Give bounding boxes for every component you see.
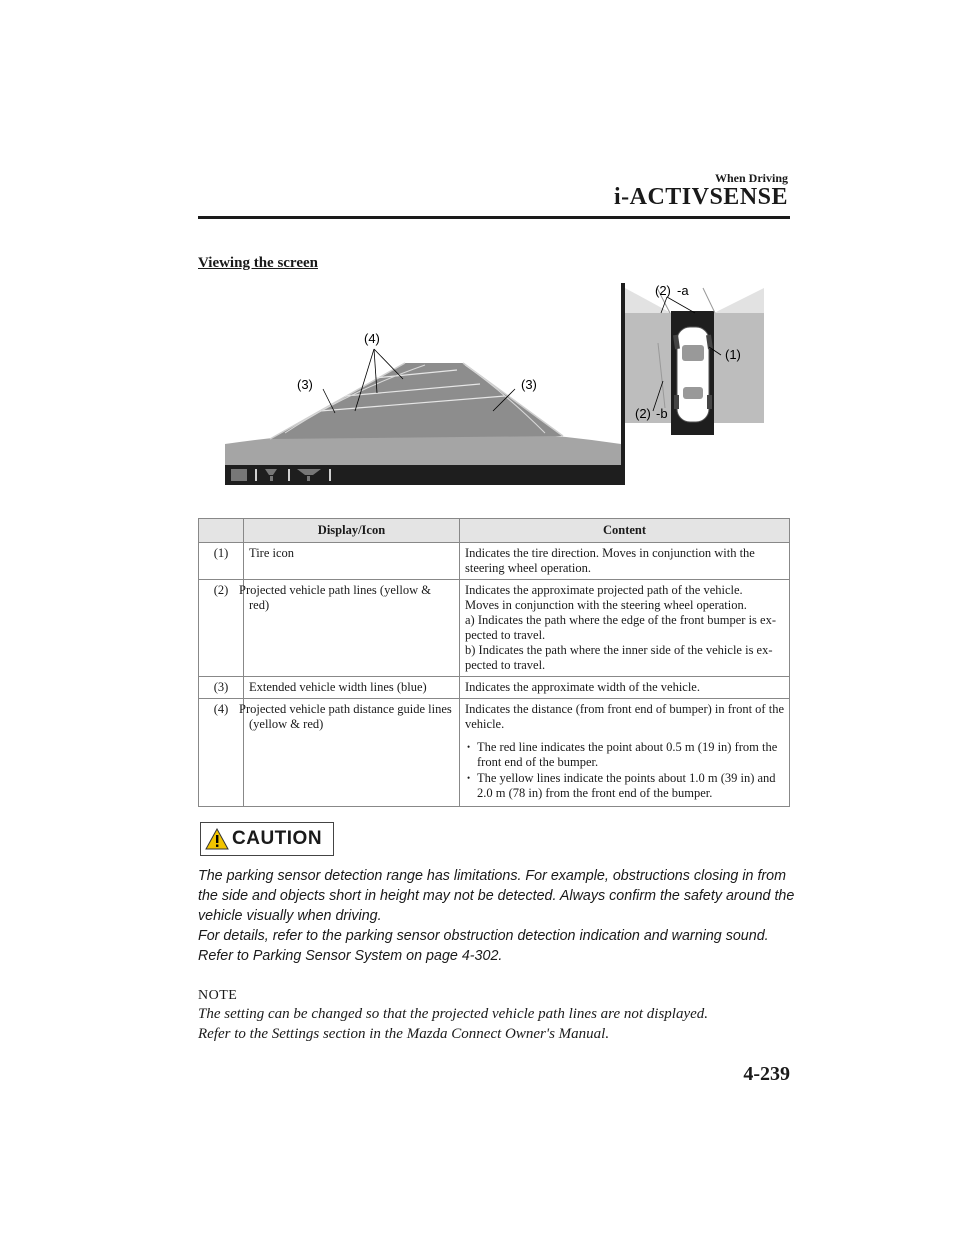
content-line: Moves in conjunction with the steering wheel operation. bbox=[465, 598, 747, 612]
callout-4: (4) bbox=[364, 331, 380, 346]
table-row bbox=[199, 699, 790, 807]
table-header-row bbox=[199, 519, 790, 543]
parking-camera-screen-figure bbox=[225, 283, 764, 485]
content-line: a) Indicates the path where the edge of the front bumper is ex-pected to travel. bbox=[465, 613, 776, 642]
bullet-list bbox=[465, 740, 784, 801]
note-paragraph: The setting can be changed so that the projected vehicle path lines are not displayed. bbox=[198, 1006, 709, 1022]
tire-icon-rear-right bbox=[707, 395, 712, 409]
row-display-icon: Projected vehicle path distance guide lines (yellow & red) bbox=[244, 699, 460, 807]
note-text bbox=[198, 1004, 798, 1044]
page-number: 4-239 bbox=[743, 1063, 790, 1085]
section-title: Viewing the screen bbox=[198, 255, 318, 271]
row-display-icon: Projected vehicle path lines (yellow & red) bbox=[244, 580, 460, 677]
row-number: (2) bbox=[199, 580, 244, 677]
content-line: Indicates the approximate projected path of the vehicle. bbox=[465, 583, 743, 597]
status-divider bbox=[255, 469, 257, 481]
warning-triangle-icon bbox=[205, 828, 229, 850]
callout-2b-suffix: -b bbox=[656, 406, 668, 421]
table-row bbox=[199, 677, 790, 699]
caution-paragraph: The parking sensor detection range has limitations. For example, obstructions closing in from the side and objects short in height may not be detected. Always confirm the safety around the vehicle visually when driving. bbox=[198, 868, 795, 924]
row-content: Indicates the approximate width of the vehicle. bbox=[460, 677, 790, 699]
table-header-cell: Content bbox=[460, 519, 790, 543]
note-paragraph: Refer to the Settings section in the Mazda Connect Owner's Manual. bbox=[198, 1026, 610, 1042]
tire-icon-rear-left bbox=[674, 395, 679, 409]
row-display-icon: Extended vehicle width lines (blue) bbox=[244, 677, 460, 699]
row-number: (3) bbox=[199, 677, 244, 699]
vehicle-rear-window bbox=[683, 387, 703, 399]
header-rule bbox=[198, 216, 790, 219]
note-title: NOTE bbox=[198, 988, 238, 1003]
callout-2b: (2) bbox=[635, 406, 651, 421]
table-row bbox=[199, 543, 790, 580]
callout-1: (1) bbox=[725, 347, 741, 362]
caution-label: CAUTION bbox=[232, 828, 323, 849]
callout-2a-suffix: -a bbox=[677, 283, 689, 298]
callout-2a: (2) bbox=[655, 283, 671, 298]
vehicle-windshield bbox=[682, 345, 704, 361]
caution-paragraph: For details, refer to the parking sensor obstruction detection indication and warning sound. Refer to Parking Sensor System on page 4-302. bbox=[198, 928, 769, 964]
sensor-icon-1 bbox=[231, 469, 247, 481]
row-number: (1) bbox=[199, 543, 244, 580]
row-content: Indicates the tire direction. Moves in conjunction with the steering wheel operation. bbox=[460, 543, 790, 580]
bullet-item: • The yellow lines indicate the points about 1.0 m (39 in) and 2.0 m (78 in) from the front end of the bumper. bbox=[465, 771, 784, 801]
row-display-icon: Tire icon bbox=[244, 543, 460, 580]
front-camera-view bbox=[225, 283, 621, 465]
running-header-section: When Driving bbox=[714, 171, 788, 185]
callout-3-left: (3) bbox=[297, 377, 313, 392]
screen-divider bbox=[621, 283, 625, 485]
sensor-status-bar bbox=[225, 465, 621, 485]
bullet-item: • The red line indicates the point about 0.5 m (19 in) from the front end of the bumper. bbox=[465, 740, 784, 770]
display-icon-table bbox=[198, 518, 790, 807]
side-area-right bbox=[714, 313, 764, 423]
row-content bbox=[460, 699, 790, 807]
table-row bbox=[199, 580, 790, 677]
table-header-cell: Display/Icon bbox=[244, 519, 460, 543]
row-content bbox=[460, 580, 790, 677]
running-header-title: i-ACTIVSENSE bbox=[613, 184, 788, 210]
vehicle-icon bbox=[677, 327, 709, 422]
caution-text bbox=[198, 866, 798, 966]
table-header-cell bbox=[199, 519, 244, 543]
row-number: (4) bbox=[199, 699, 244, 807]
content-line: Indicates the distance (from front end of bumper) in front of the vehicle. bbox=[465, 702, 784, 731]
callout-3-right: (3) bbox=[521, 377, 537, 392]
top-view bbox=[625, 283, 764, 485]
content-line: b) Indicates the path where the inner side of the vehicle is ex-pected to travel. bbox=[465, 643, 773, 672]
